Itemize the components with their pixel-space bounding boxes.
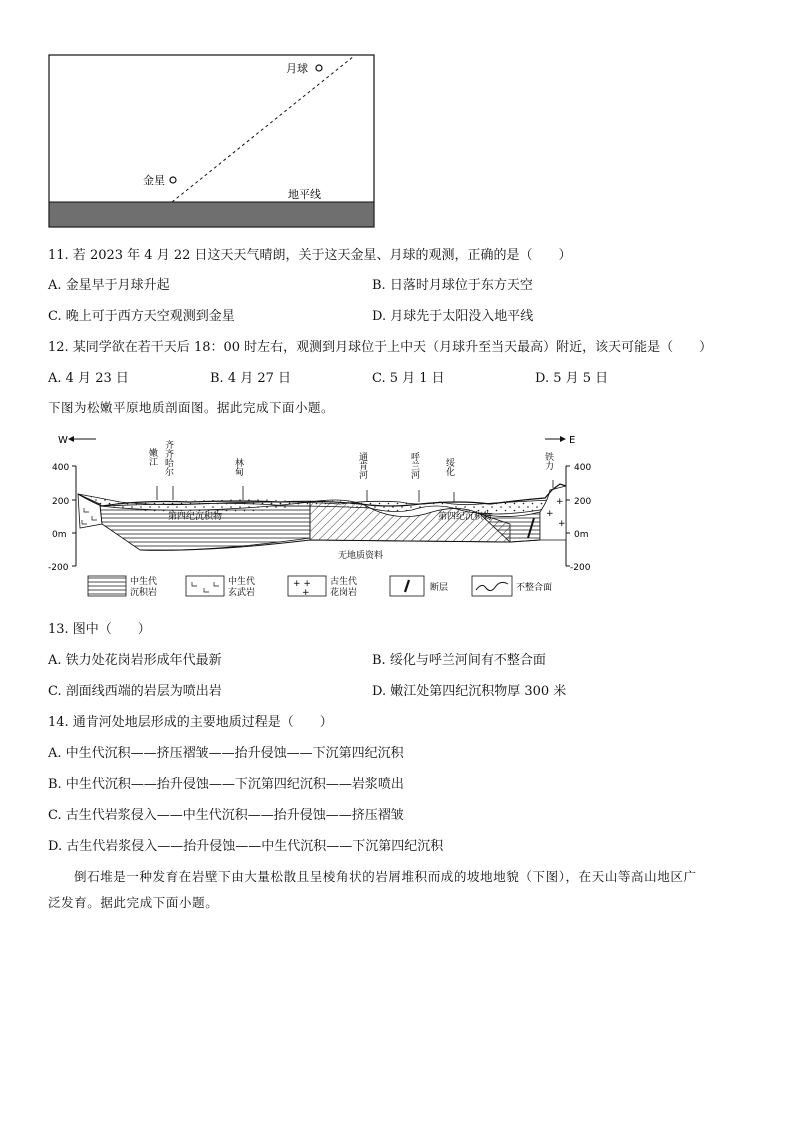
q14-option-b: B. 中生代沉积——抬升侵蚀——下沉第四纪沉积——岩浆喷出 [48,777,404,792]
geological-profile [40,428,760,603]
y-tick-left-minus200: -200 [48,563,69,573]
q13-option-a: A. 铁力处花岗岩形成年代最新 [48,653,222,668]
place-suihua: 绥化 [444,458,454,476]
q11-option-d: D. 月球先于太阳没入地平线 [372,309,534,324]
y-tick-right-0: 0m [574,530,589,540]
east-label: E [569,435,576,446]
q12-stem: 12. 某同学欲在若干天后 18：00 时左右，观测到月球位于上中天（月球升至当天最高）附近，该天可能是（ ） [48,340,713,355]
q14-option-a: A. 中生代沉积——挤压褶皱——抬升侵蚀——下沉第四纪沉积 [48,746,404,761]
y-tick-left-400: 400 [52,463,70,473]
scree-intro-line1: 倒石堆是一种发育在岩壁下由大量松散且呈棱角状的岩屑堆积而成的坡地地貌（下图），在天山等高山地区广 [74,869,697,884]
place-hulan-river: 呼兰河 [409,452,419,479]
legend-unconformity-label: 不整合面 [516,583,553,593]
venus-marker [170,177,176,183]
svg-text:+: + [302,588,310,598]
ground-strip [49,202,374,227]
moon-label: 月球 [286,62,308,75]
west-label: W [58,435,68,446]
legend-sedimentary-swatch [88,576,126,596]
place-tongken-river: 通肯河 [357,452,367,479]
place-nenjiang: 嫩江 [147,448,157,466]
q14-option-d: D. 古生代岩浆侵入——抬升侵蚀——中生代沉积——下沉第四纪沉积 [48,839,444,854]
q14-stem: 14. 通肯河处地层形成的主要地质过程是（ ） [48,715,333,730]
legend-basalt-line1: 中生代 [228,577,256,587]
legend-unconformity-swatch [472,576,512,596]
horizon-label: 地平线 [288,188,321,201]
y-tick-right-minus200: -200 [570,563,591,573]
quaternary-label-1: 第四纪沉积物 [168,512,223,522]
y-tick-right-400: 400 [574,463,592,473]
scree-intro [48,864,748,916]
place-tieli: 铁力 [543,452,553,470]
venus-label: 金星 [143,174,165,187]
no-data-label: 无地质资料 [338,551,384,561]
q13-option-d: D. 嫩江处第四纪沉积物厚 300 米 [372,684,567,699]
q14-option-c: C. 古生代岩浆侵入——中生代沉积——抬升侵蚀——挤压褶皱 [48,808,404,823]
svg-text:+: + [546,509,554,519]
q11-option-a: A. 金星早于月球升起 [48,278,170,293]
svg-text:+ +: + + [293,579,311,589]
scree-intro-line2: 泛发育。据此完成下面小题。 [48,895,219,910]
legend-sedimentary-line1: 中生代 [130,577,158,587]
y-tick-left-0: 0m [52,530,67,540]
q13-option-b: B. 绥化与呼兰河间有不整合面 [372,653,546,668]
q12-option-c: C. 5 月 1 日 [372,371,445,386]
q12-option-b: B. 4 月 27 日 [210,371,292,386]
legend-sedimentary-line2: 沉积岩 [130,588,158,598]
svg-text:+: + [556,497,564,507]
place-lindian: 林甸 [233,458,243,476]
q13-stem: 13. 图中（ ） [48,622,151,637]
moon-marker [316,65,322,71]
legend-fault-label: 断层 [430,583,449,593]
place-qiqihar: 齐齐哈尔 [163,440,173,476]
q13-option-c: C. 剖面线西端的岩层为喷出岩 [48,684,222,699]
quaternary-label-2: 第四纪沉积物 [438,512,493,522]
q12-option-a: A. 4 月 23 日 [48,371,129,386]
q11-option-c: C. 晚上可于西方天空观测到金星 [48,309,235,324]
svg-text:+: + [558,519,566,529]
legend-granite-line2: 花岗岩 [330,588,358,598]
y-tick-right-200: 200 [574,497,592,507]
q11-stem: 11. 若 2023 年 4 月 22 日这天天气晴朗，关于这天金星、月球的观测，正确的是（ ） [48,248,572,263]
legend-granite-line1: 古生代 [330,577,358,587]
profile-intro: 下图为松嫩平原地质剖面图。据此完成下面小题。 [48,400,335,415]
moon-venus-figure [48,54,378,230]
y-tick-left-200: 200 [52,497,70,507]
q12-option-d: D. 5 月 5 日 [535,371,609,386]
legend-basalt-line2: 玄武岩 [228,588,256,598]
q11-option-b: B. 日落时月球位于东方天空 [372,278,533,293]
